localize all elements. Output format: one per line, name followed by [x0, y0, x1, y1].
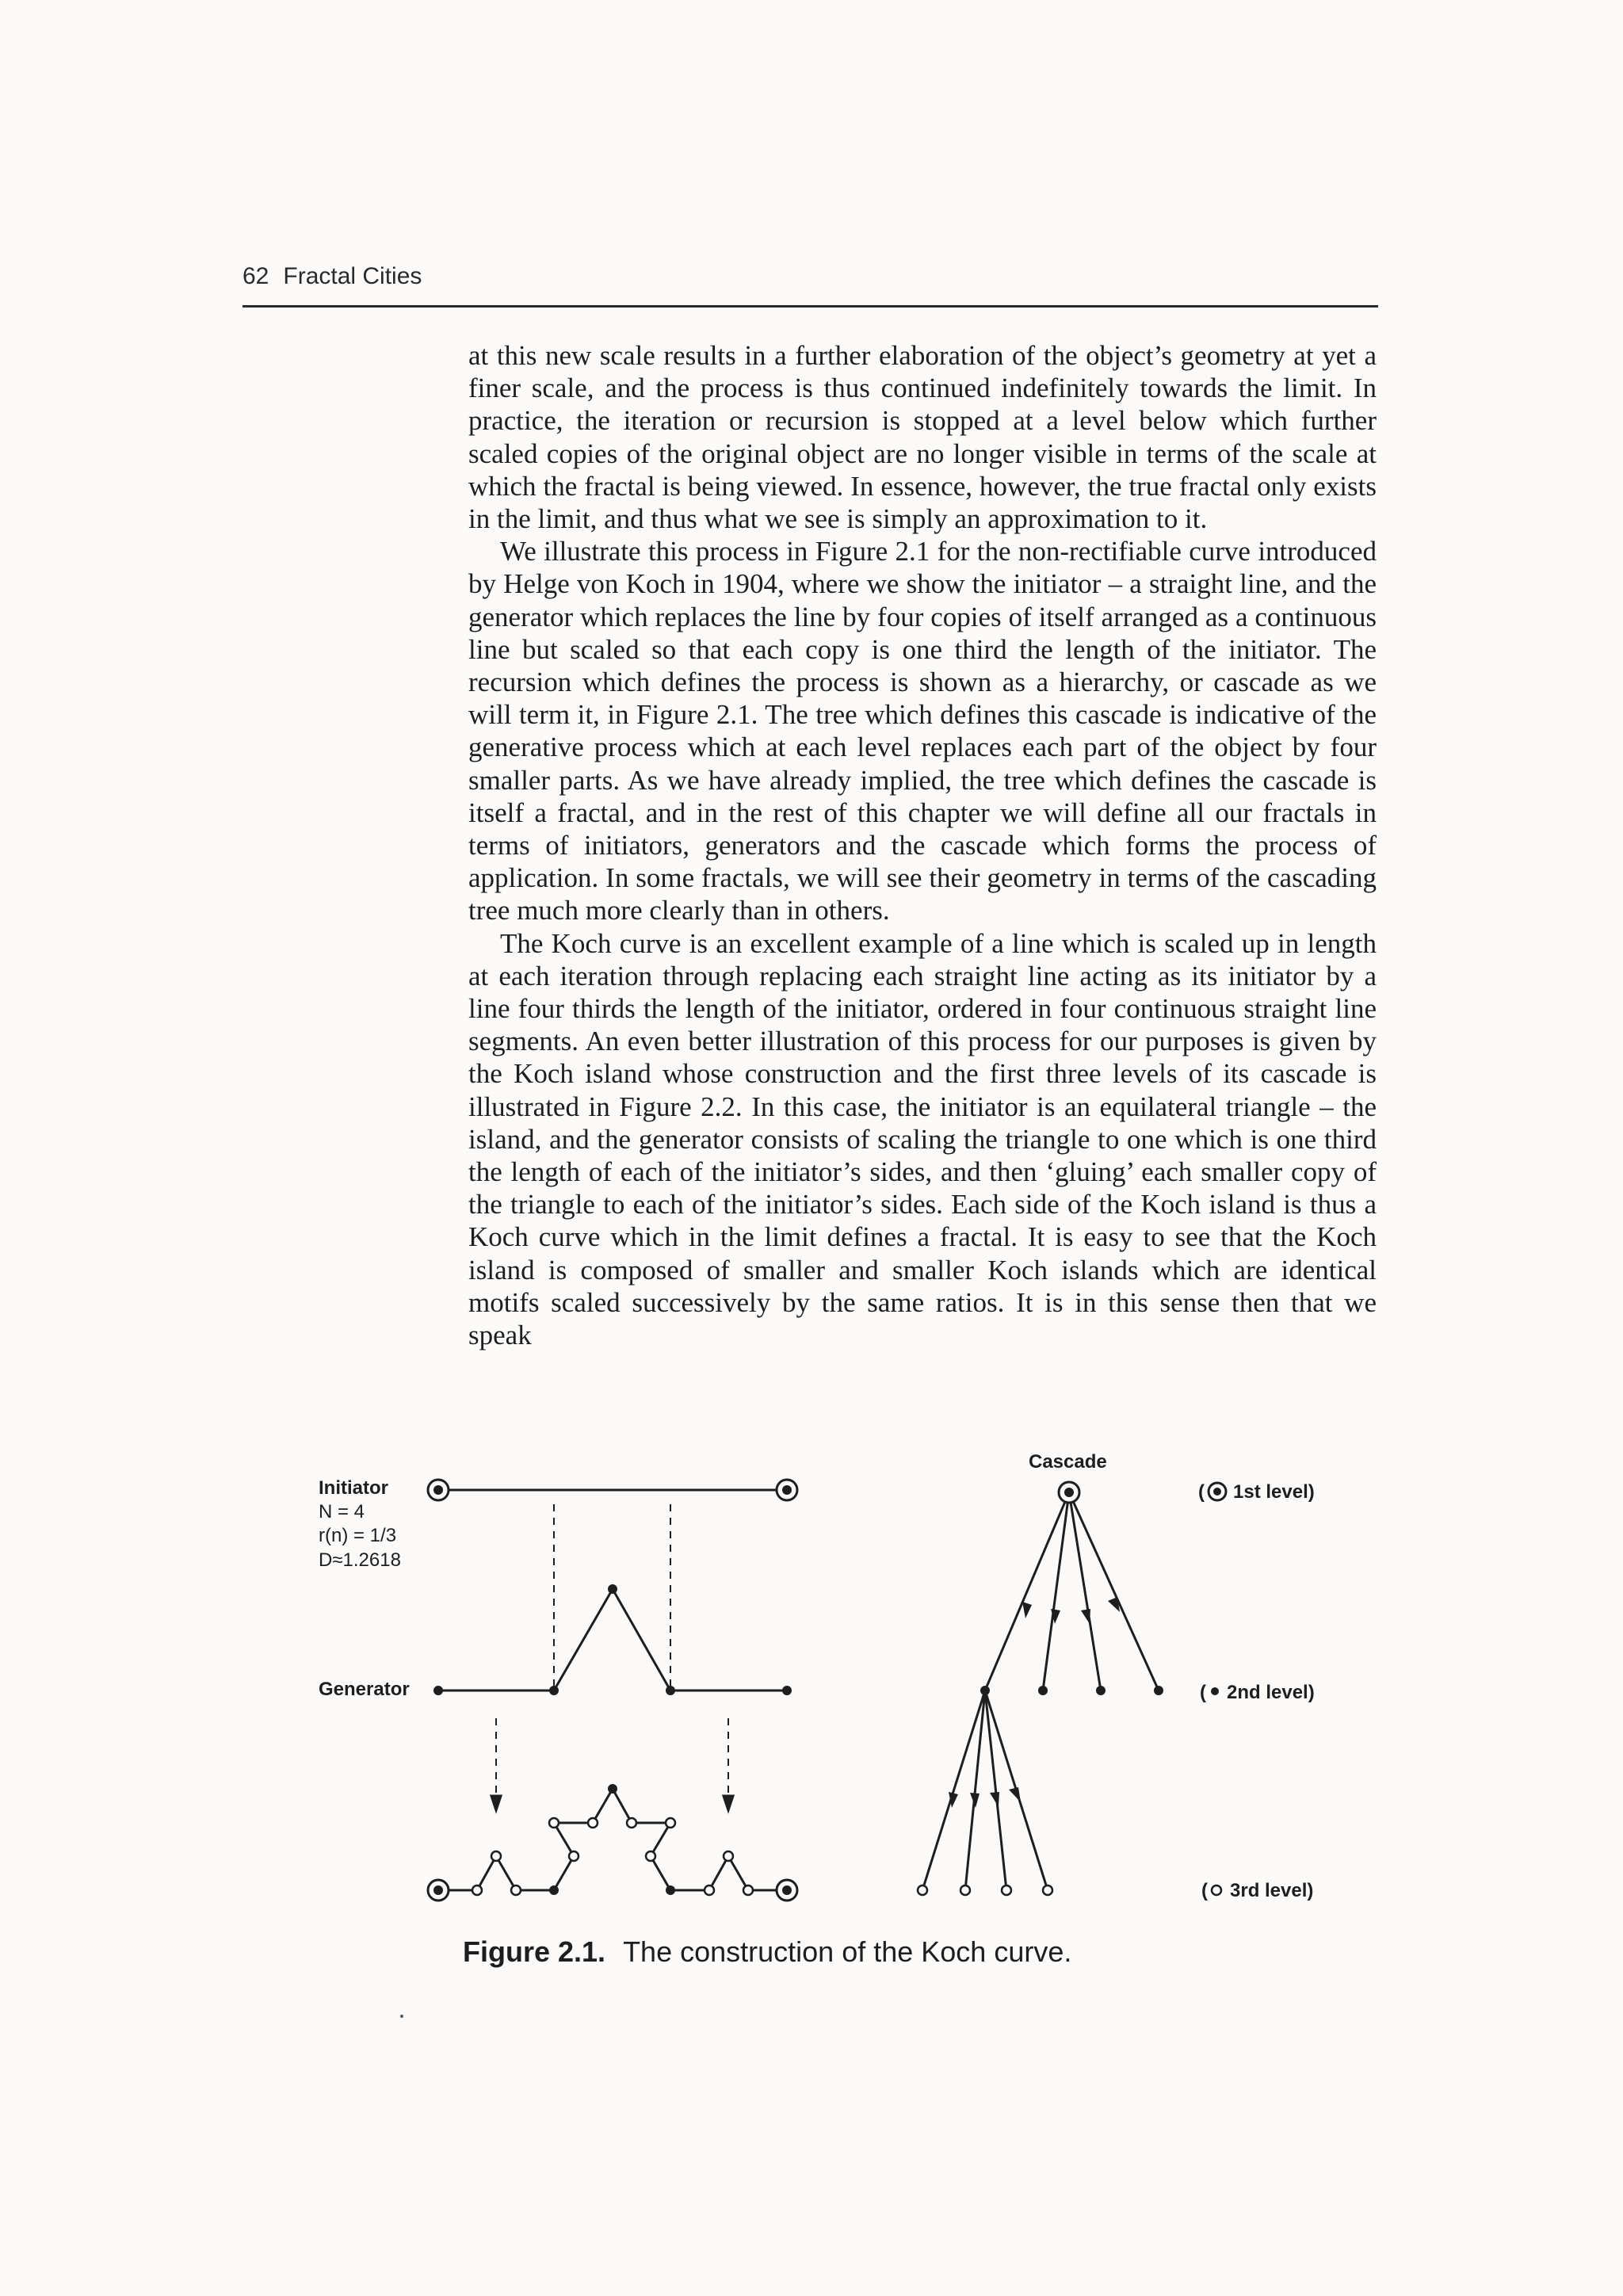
bullseye-icon-center	[1213, 1488, 1221, 1496]
body-text	[468, 339, 1377, 1351]
open-paren: (	[1200, 1682, 1206, 1703]
cascade-branch	[1069, 1492, 1101, 1690]
arrowhead	[724, 1796, 733, 1810]
n-label: N = 4	[319, 1501, 365, 1522]
header-rule	[242, 305, 1378, 308]
level2-label: 2nd level)	[1227, 1682, 1315, 1703]
generator-label: Generator	[319, 1679, 410, 1700]
open-paren: (	[1198, 1481, 1205, 1503]
page-number: 62	[242, 263, 269, 289]
running-title: Fractal Cities	[283, 263, 422, 289]
initiator-label: Initiator	[319, 1477, 388, 1499]
arrowhead	[491, 1796, 501, 1810]
level1-label: 1st level)	[1233, 1481, 1315, 1503]
level3-label: 3rd level)	[1230, 1880, 1314, 1901]
cascade-label: Cascade	[1029, 1451, 1107, 1473]
cascade-branch	[985, 1690, 1006, 1890]
running-head	[242, 263, 422, 290]
open-paren: (	[1201, 1880, 1208, 1901]
paragraph: We illustrate this process in Figure 2.1 for the non-rectifiable curve introduced by Helge von Koch in 1904, where we show the initiator – a straight line, and the generator which replaces the line by four copies of itself arranged as a continuous line but scaled so that each copy is one third the length of the initiator. The recursion which defines the process is shown as a hierarchy, or cascade as we will term it, in Figure 2.1. The tree which defines this cascade is indicative of the generative process which at each level replaces each part of the object by four smaller parts. As we have already implied, the tree which defines the cascade is itself a fractal, and in the rest of this chapter we will define all our fractals in terms of initiators, generators and the cascade which forms the process of application. In some fractals, we will see their geometry in terms of the cascading tree much more clearly than in others.	[468, 536, 1377, 926]
r-label: r(n) = 1/3	[319, 1525, 397, 1546]
cascade-branch	[1069, 1492, 1159, 1690]
koch-construction	[438, 1490, 1159, 1890]
scan-speck	[400, 2015, 403, 2018]
d-label: D≈1.2618	[319, 1549, 401, 1571]
level3-curve	[438, 1789, 787, 1890]
paragraph: at this new scale results in a further elaboration of the object’s geometry at yet a finer scale, and the process is thus continued indefinitely towards the limit. In practice, the iteration or recursion is stopped at a level below which further scaled copies of the original object are no longer visible in terms of the scale at which the fractal is being viewed. In essence, however, the true fractal only exists in the limit, and thus what we see is simply an approximation to it.	[468, 340, 1377, 535]
open-circle-icon	[1212, 1885, 1221, 1895]
cascade-arrowheads	[949, 1597, 1120, 1808]
level2-nodes	[433, 1584, 1163, 1895]
caption-number: Figure 2.1.	[463, 1935, 606, 1968]
dot-icon	[1211, 1687, 1219, 1695]
caption-text: The construction of the Koch curve.	[623, 1935, 1072, 1968]
figure-caption	[463, 1935, 1071, 1969]
paragraph: The Koch curve is an excellent example of a line which is scaled up in length at each iteration through replacing each straight line acting as its initiator by a line four thirds the length of the initiator, ordered in four continuous straight line segments. An even better illustration of this process for our purposes is given by the Koch island whose construction and the first three levels of its cascade is illustrated in Figure 2.2. In this case, the initiator is an equilateral triangle – the island, and the generator consists of scaling the triangle to one which is one third the length of each of the initiator’s sides, and then ‘gluing’ each smaller copy of the triangle to each of the initiator’s sides. Each side of the Koch island is thus a Koch curve which in the limit defines a fractal. It is easy to see that the Koch island is composed of smaller and smaller Koch islands which are identical motifs scaled successively by the same ratios. It is in this sense then that we speak	[468, 927, 1377, 1351]
generator-curve	[438, 1589, 787, 1690]
koch-figure	[0, 1427, 1623, 1934]
